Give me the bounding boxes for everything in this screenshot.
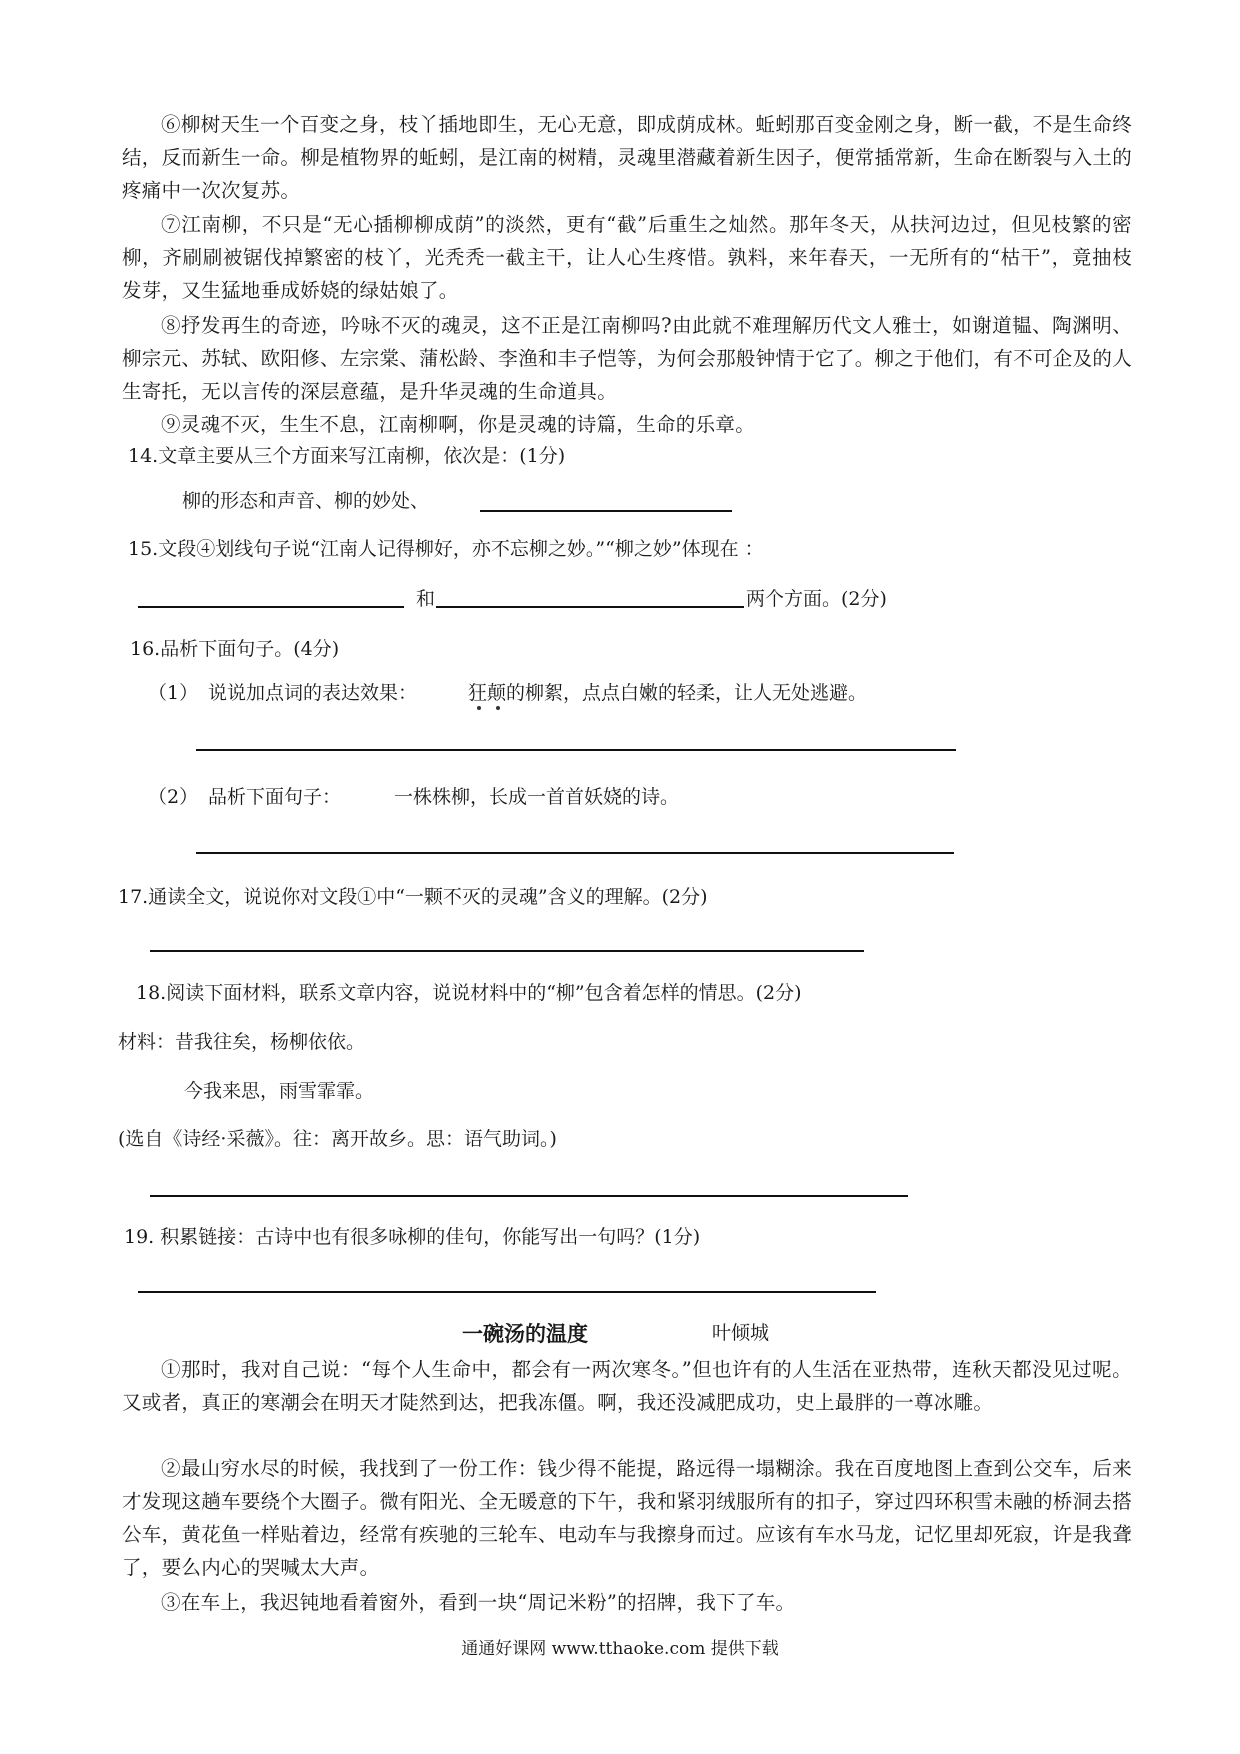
question-14: 14.文章主要从三个方面来写江南柳，依次是：(1分)	[128, 445, 566, 467]
answer-line-18[interactable]	[150, 1195, 908, 1197]
answer-line-16-2[interactable]	[196, 852, 954, 854]
question-16-1-number: （1）	[148, 682, 199, 704]
emphasis-dot-2	[496, 706, 500, 710]
question-19: 19. 积累链接：古诗中也有很多咏柳的佳句，你能写出一句吗？(1分)	[124, 1226, 701, 1248]
question-16-1-sentence: 狂颠的柳絮，点点白嫩的轻柔，让人无处逃避。	[468, 682, 868, 704]
answer-line-15b[interactable]	[436, 606, 744, 608]
paragraph-7: ⑦江南柳，不只是“无心插柳柳成荫”的淡然，更有“截”后重生之灿然。那年冬天，从扶河边过，但见枝繁的密柳，齐刷刷被锯伐掉繁密的枝丫，光秃秃一截主干，让人心生疼惜。孰料，来年春天，一无所有的“枯干”，竟抽枝发芽，又生猛地垂成娇娆的绿姑娘了。	[122, 213, 1132, 302]
article-title: 一碗汤的温度	[462, 1321, 588, 1346]
question-18-material-line-1: 材料：昔我往矣，杨柳依依。	[118, 1031, 366, 1053]
answer-line-19[interactable]	[138, 1291, 876, 1293]
question-16: 16.品析下面句子。(4分)	[130, 638, 340, 660]
question-18: 18.阅读下面材料，联系文章内容，说说材料中的“柳”包含着怎样的情思。(2分)	[136, 982, 802, 1004]
question-17: 17.通读全文，说说你对文段①中“一颗不灭的灵魂”含义的理解。(2分)	[118, 886, 708, 908]
answer-line-14[interactable]	[480, 510, 732, 512]
question-14-prompt: 柳的形态和声音、柳的妙处、	[182, 490, 430, 512]
question-15-tail: 两个方面。(2分)	[746, 588, 887, 610]
question-16-1-prompt: 说说加点词的表达效果：	[208, 682, 418, 704]
footer-source: 通通好课网 www.tthaoke.com 提供下载	[461, 1639, 779, 1659]
answer-line-16-1[interactable]	[196, 749, 956, 751]
question-16-2-sentence: 一株株柳，长成一首首妖娆的诗。	[394, 786, 680, 808]
answer-line-15a[interactable]	[138, 606, 404, 608]
question-15-and: 和	[416, 588, 436, 610]
article-paragraph-1: ①那时，我对自己说：“每个人生命中，都会有一两次寒冬。”但也许有的人生活在亚热带，连秋天都没见过呢。又或者，真正的寒潮会在明天才陡然到达，把我冻僵。啊，我还没减肥成功，史上最胖的一尊冰雕。	[122, 1358, 1132, 1414]
question-15: 15.文段④划线句子说“江南人记得柳好，亦不忘柳之妙。”“柳之妙”体现在 ：	[128, 538, 764, 560]
question-16-2-prompt: 品析下面句子：	[208, 786, 342, 808]
question-18-material-line-2: 今我来思，雨雪霏霏。	[184, 1080, 375, 1102]
article-author: 叶倾城	[712, 1322, 770, 1344]
answer-line-17[interactable]	[150, 950, 864, 952]
emphasis-dot-1	[477, 706, 481, 710]
article-paragraph-2: ②最山穷水尽的时候，我找到了一份工作：钱少得不能提，路远得一塌糊涂。我在百度地图上查到公交车，后来才发现这趟车要绕个大圈子。微有阳光、全无暖意的下午，我和紧羽绒服所有的扣子，穿过四环积雪未融的桥洞去搭公车，黄花鱼一样贴着边，经常有疾驰的三轮车、电动车与我擦身而过。应该有车水马龙，记忆里却死寂，许是我聋了，要么内心的哭喊太大声。	[122, 1457, 1132, 1579]
question-18-source: (选自《诗经·采薇》。往：离开故乡。思：语气助词。)	[118, 1128, 557, 1150]
paragraph-6: ⑥柳树天生一个百变之身，枝丫插地即生，无心无意，即成荫成林。蚯蚓那百变金刚之身，断一截，不是生命终结，反而新生一命。柳是植物界的蚯蚓，是江南的树精，灵魂里潜藏着新生因子，便常插常新，生命在断裂与入土的疼痛中一次次复苏。	[122, 113, 1132, 202]
paragraph-8: ⑧抒发再生的奇迹，吟咏不灭的魂灵，这不正是江南柳吗?由此就不难理解历代文人雅士，如谢道韫、陶渊明、柳宗元、苏轼、欧阳修、左宗棠、蒲松龄、李渔和丰子恺等，为何会那般钟情于它了。柳之于他们，有不可企及的人生寄托，无以言传的深层意蕴，是升华灵魂的生命道具。	[122, 314, 1132, 403]
question-16-2-number: （2）	[148, 786, 199, 808]
paragraph-9: ⑨灵魂不灭，生生不息，江南柳啊，你是灵魂的诗篇，生命的乐章。	[161, 413, 756, 436]
article-paragraph-3: ③在车上，我迟钝地看着窗外，看到一块“周记米粉”的招牌，我下了车。	[161, 1591, 796, 1614]
